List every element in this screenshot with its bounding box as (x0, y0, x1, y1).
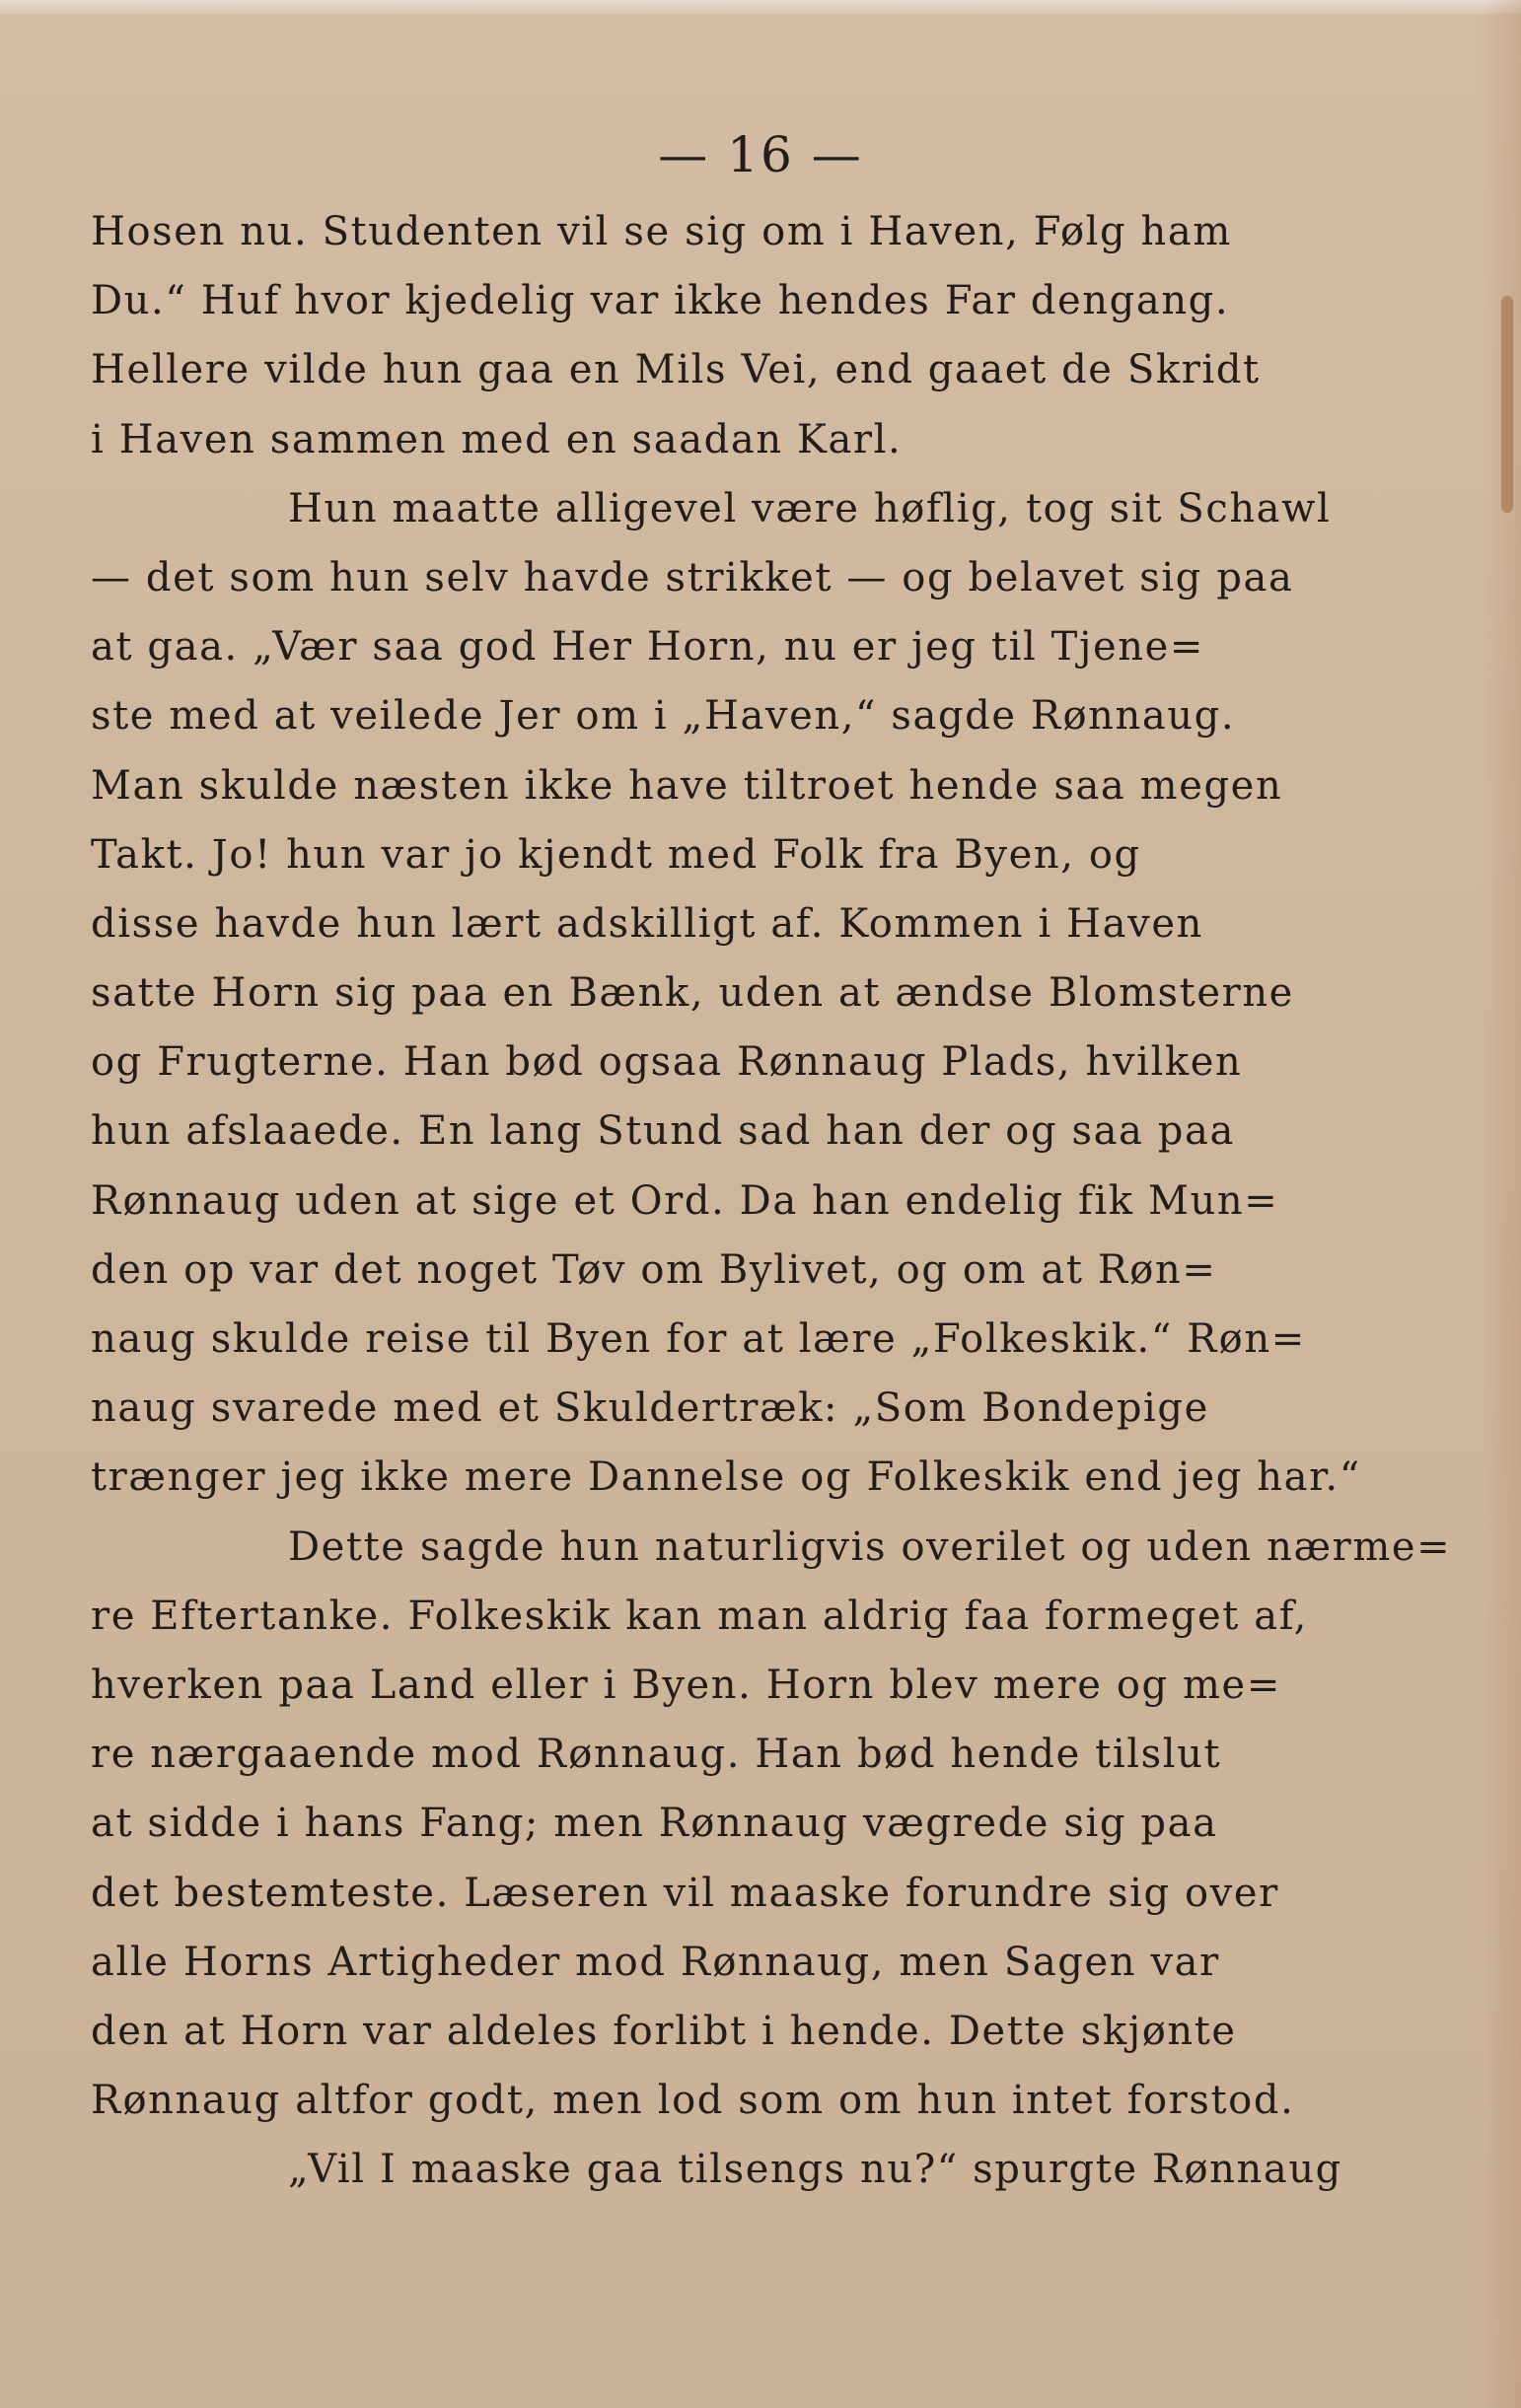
text-line: re Eftertanke. Folkeskik kan man aldrig faa formeget af, (91, 1593, 1308, 1639)
text-line: at gaa. „Vær saa god Her Horn, nu er jeg til Tjene= (91, 624, 1204, 671)
text-line: Takt. Jo! hun var jo kjendt med Folk fra Byen, og (91, 831, 1141, 878)
text-line: alle Horns Artigheder mod Rønnaug, men Sagen var (91, 1939, 1220, 1985)
text-line: den op var det noget Tøv om Bylivet, og om at Røn= (91, 1246, 1217, 1293)
text-line: — det som hun selv havde strikket — og belavet sig paa (91, 554, 1294, 601)
text-line: naug svarede med et Skuldertræk: „Som Bondepige (91, 1385, 1209, 1432)
text-line: disse havde hun lært adskilligt af. Kommen i Haven (91, 900, 1203, 947)
text-line: at sidde i hans Fang; men Rønnaug vægrede sig paa (91, 1801, 1218, 1847)
text-line: hun afslaaede. En lang Stund sad han der og saa paa (91, 1108, 1235, 1155)
text-line: Hellere vilde hun gaa en Mils Vei, end gaaet de Skridt (91, 347, 1261, 393)
page-stain (1501, 296, 1513, 513)
text-line: Hun maatte alligevel være høflig, tog sit Schawl (288, 485, 1332, 531)
text-line: hverken paa Land eller i Byen. Horn blev mere og me= (91, 1662, 1281, 1708)
text-line: Du.“ Huf hvor kjedelig var ikke hendes Far dengang. (91, 278, 1230, 324)
text-line: og Frugterne. Han bød ogsaa Rønnaug Plads, hvilken (91, 1039, 1243, 1086)
text-line: Dette sagde hun naturligvis overilet og uden nærme= (288, 1523, 1452, 1570)
text-line: „Vil I maaske gaa tilsengs nu?“ spurgte Rønnaug (288, 2147, 1342, 2193)
text-line: Rønnaug altfor godt, men lod som om hun intet forstod. (91, 2078, 1295, 2124)
text-line: trænger jeg ikke mere Dannelse og Folkeskik end jeg har.“ (91, 1454, 1361, 1501)
page-top-edge (0, 0, 1521, 14)
text-line: i Haven sammen med en saadan Karl. (91, 416, 903, 462)
text-line: Man skulde næsten ikke have tiltroet hende saa megen (91, 762, 1283, 809)
text-line: Hosen nu. Studenten vil se sig om i Haven, Følg ham (91, 209, 1232, 254)
text-line: Rønnaug uden at sige et Ord. Da han endelig fik Mun= (91, 1177, 1279, 1224)
page-number: — 16 — (658, 126, 863, 183)
text-line: re nærgaaende mod Rønnaug. Han bød hende tilslut (91, 1732, 1222, 1778)
text-line: ste med at veilede Jer om i „Haven,“ sagde Rønnaug. (91, 693, 1236, 740)
text-line: den at Horn var aldeles forlibt i hende. Dette skjønte (91, 2008, 1237, 2054)
page-text (91, 197, 1452, 2204)
text-line: satte Horn sig paa en Bænk, uden at ændse Blomsterne (91, 970, 1294, 1017)
text-line: det bestemteste. Læseren vil maaske forundre sig over (91, 1870, 1279, 1916)
text-line: naug skulde reise til Byen for at lære „Folkeskik.“ Røn= (91, 1316, 1306, 1362)
